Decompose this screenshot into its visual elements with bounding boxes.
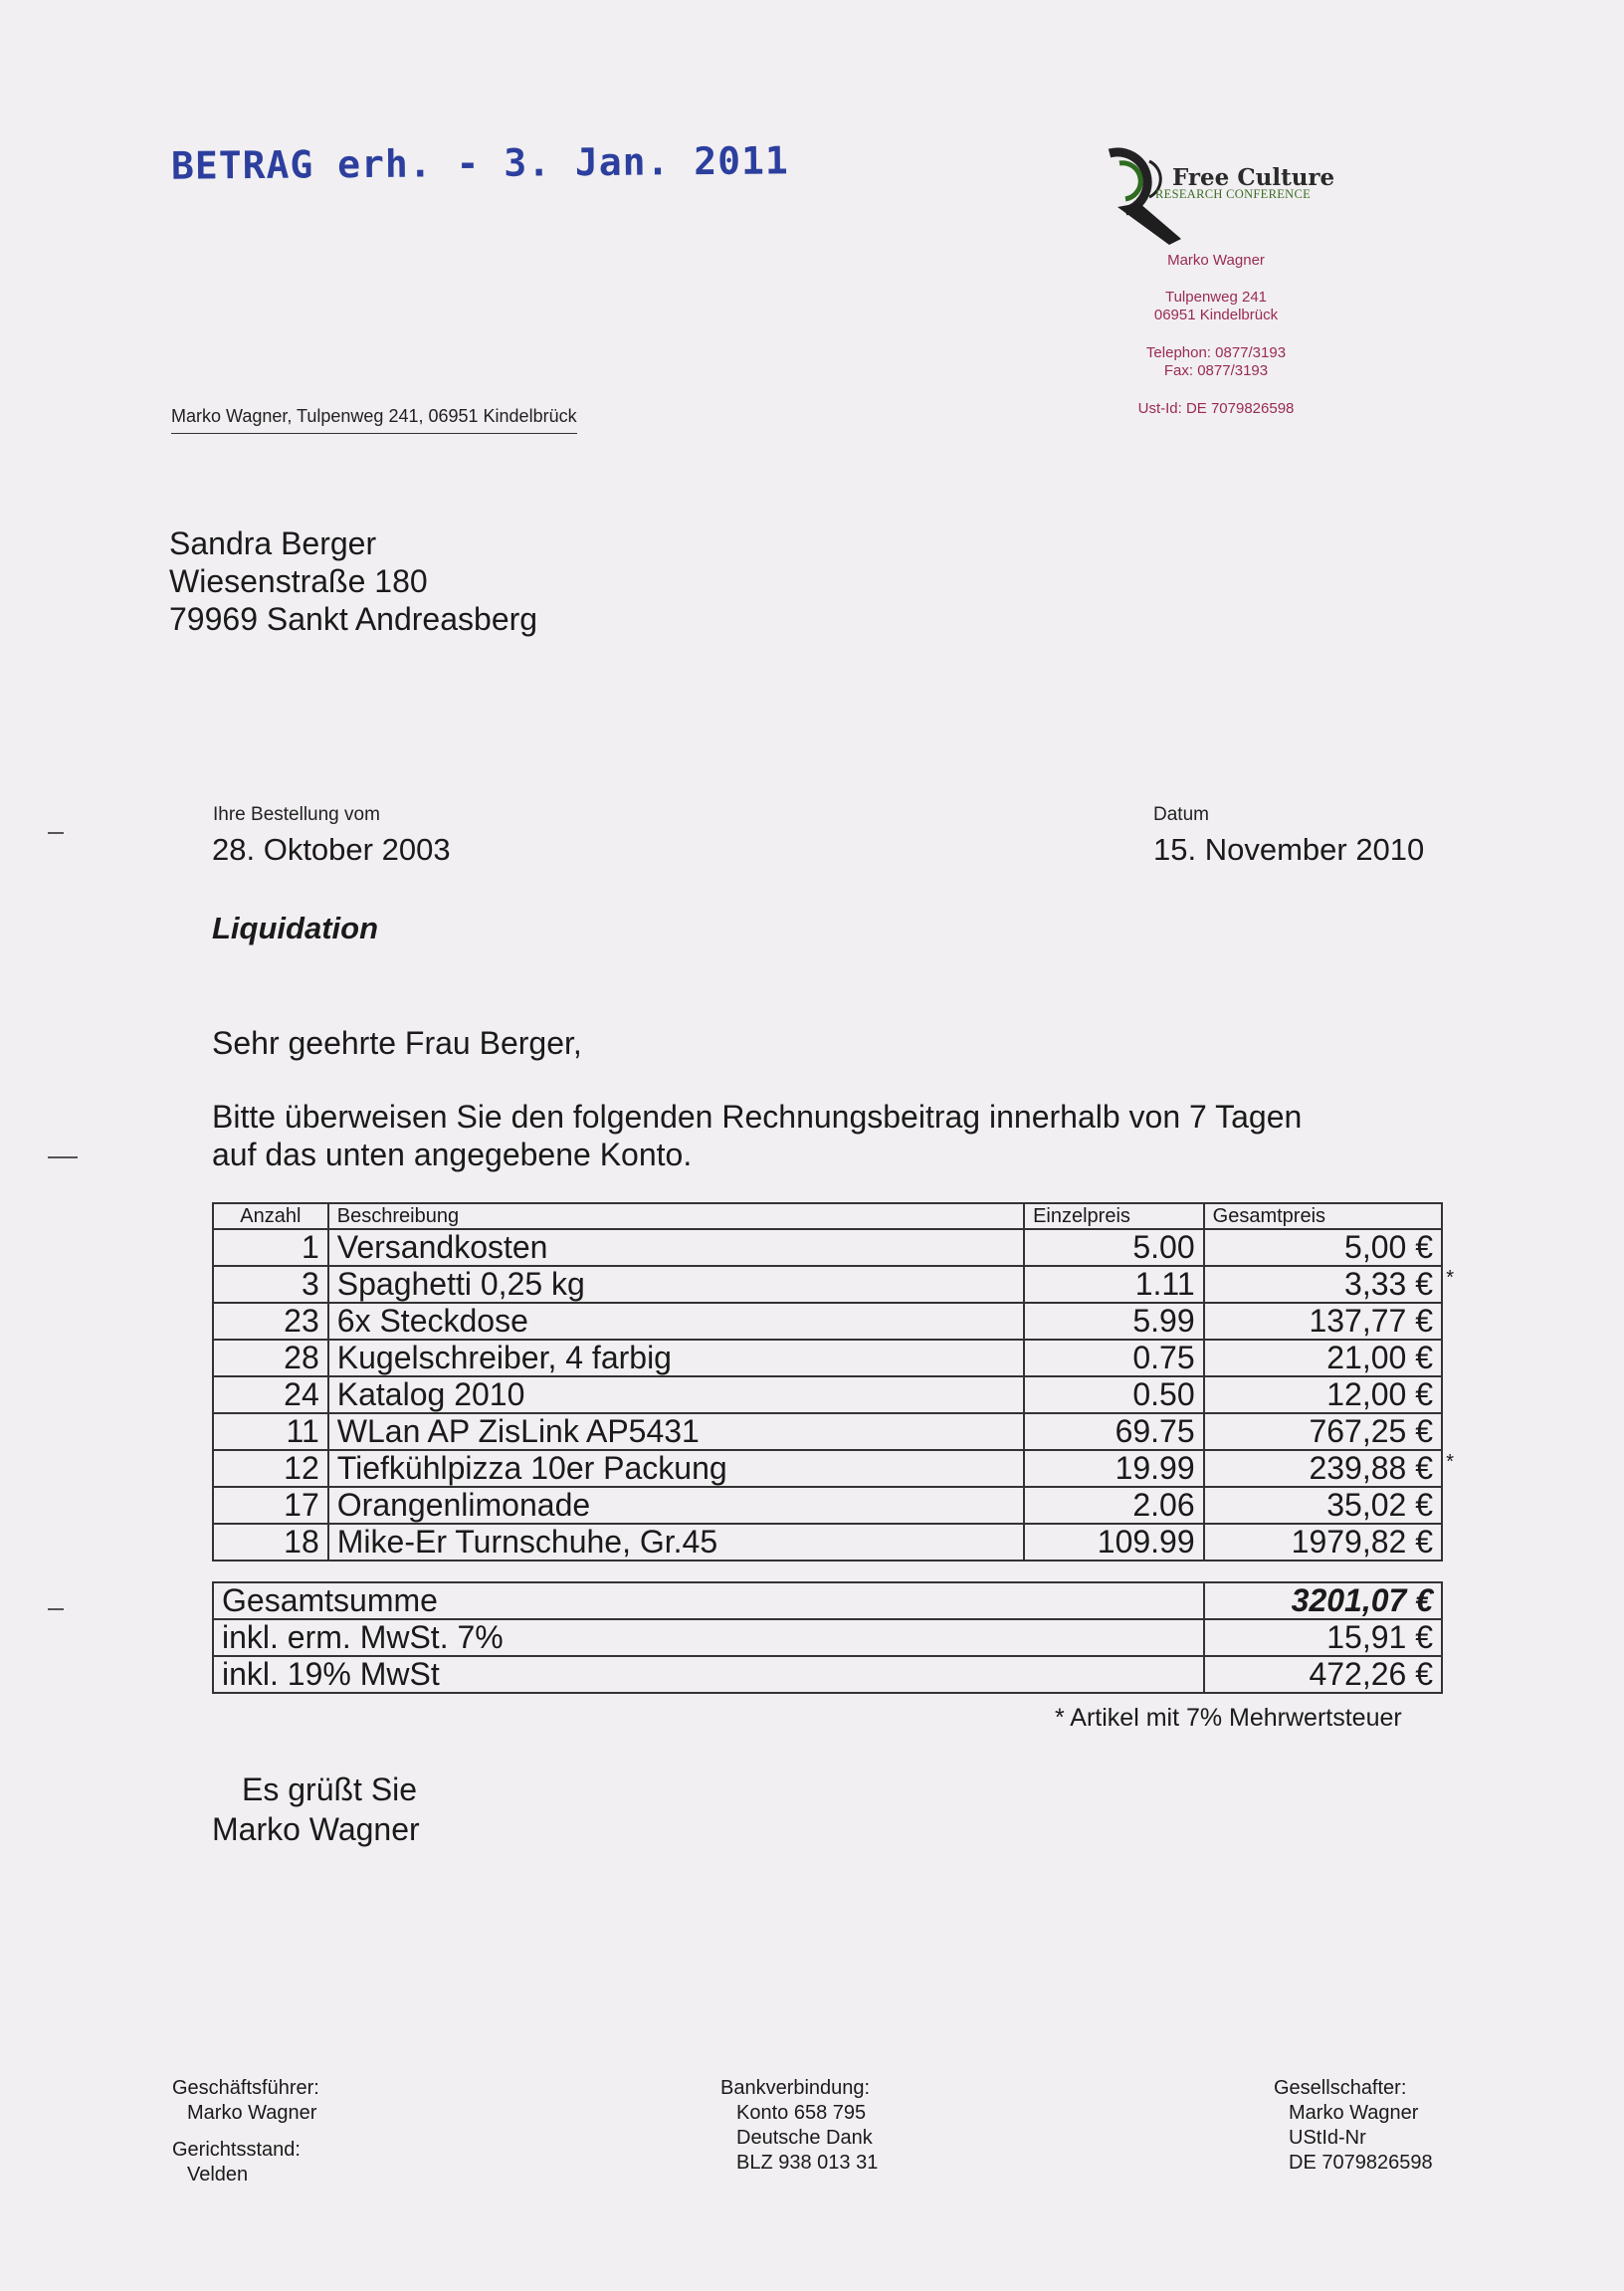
vat-reduced-marker: *: [1446, 1267, 1454, 1289]
item-description: Orangenlimonade: [328, 1487, 1024, 1524]
item-qty: 24: [213, 1376, 328, 1413]
header-unit-price: Einzelpreis: [1024, 1203, 1204, 1229]
order-date: 28. Oktober 2003: [212, 832, 451, 867]
item-total-price: 12,00 €: [1204, 1376, 1442, 1413]
reduced-vat-value: 15,91 €: [1204, 1619, 1442, 1656]
item-description: Mike-Er Turnschuhe, Gr.45: [328, 1524, 1024, 1561]
table-row: [213, 1303, 1442, 1340]
totals-table: [212, 1581, 1443, 1694]
item-unit-price: 109.99: [1024, 1524, 1204, 1561]
sender-name: Marko Wagner: [1167, 252, 1265, 269]
footer-ustid-value: DE 7079826598: [1289, 2152, 1433, 2174]
sender-fax: Fax: 0877/3193: [1163, 362, 1269, 379]
sender-telephone: Telephon: 0877/3193: [1145, 344, 1287, 361]
item-unit-price: 19.99: [1024, 1450, 1204, 1487]
table-row: [213, 1266, 1442, 1303]
item-unit-price: 0.75: [1024, 1340, 1204, 1376]
item-unit-price: 0.50: [1024, 1376, 1204, 1413]
reduced-vat-row: [213, 1619, 1442, 1656]
item-qty: 18: [213, 1524, 328, 1561]
logo-title: Free Culture: [1172, 164, 1335, 191]
item-total-price: 5,00 €: [1204, 1229, 1442, 1266]
items-table: [212, 1202, 1454, 1562]
order-date-label: Ihre Bestellung vom: [213, 804, 380, 825]
item-qty: 11: [213, 1413, 328, 1450]
footer-manager-label: Geschäftsführer:: [172, 2077, 319, 2099]
full-vat-value: 472,26 €: [1204, 1656, 1442, 1693]
item-qty: 12: [213, 1450, 328, 1487]
item-total-price: 35,02 €: [1204, 1487, 1442, 1524]
subject-heading: Liquidation: [212, 911, 379, 945]
header-total-price: Gesamtpreis: [1204, 1203, 1442, 1229]
footer-bank-name: Deutsche Dank: [736, 2127, 873, 2149]
sender-ust-id: Ust-Id: DE 7079826598: [1137, 400, 1295, 417]
item-total-price: 3,33 € *: [1204, 1266, 1442, 1303]
item-unit-price: 1.11: [1024, 1266, 1204, 1303]
recipient-city: 79969 Sankt Andreasberg: [169, 601, 538, 637]
table-row: [213, 1340, 1442, 1376]
full-vat-label: inkl. 19% MwSt: [213, 1656, 1204, 1693]
total-row: [213, 1582, 1442, 1619]
item-description: Kugelschreiber, 4 farbig: [328, 1340, 1024, 1376]
recipient-name: Sandra Berger: [169, 525, 377, 561]
item-qty: 23: [213, 1303, 328, 1340]
footer-partner-name: Marko Wagner: [1289, 2102, 1419, 2124]
fold-mark: [48, 832, 64, 834]
item-description: Spaghetti 0,25 kg: [328, 1266, 1024, 1303]
reduced-vat-label: inkl. erm. MwSt. 7%: [213, 1619, 1204, 1656]
footer-bank-code: BLZ 938 013 31: [736, 2152, 879, 2174]
item-total-price: 137,77 €: [1204, 1303, 1442, 1340]
closing-signature: Marko Wagner: [212, 1811, 420, 1847]
item-total-price: 1979,82 €: [1204, 1524, 1442, 1561]
salutation: Sehr geehrte Frau Berger,: [212, 1025, 582, 1061]
item-unit-price: 69.75: [1024, 1413, 1204, 1450]
item-qty: 1: [213, 1229, 328, 1266]
punch-mark: [48, 1156, 78, 1158]
table-row: [213, 1487, 1442, 1524]
footer-court-label: Gerichtsstand:: [172, 2139, 301, 2161]
header-description: Beschreibung: [328, 1203, 1024, 1229]
recipient-street: Wiesenstraße 180: [169, 563, 428, 599]
body-line-1: Bitte überweisen Sie den folgenden Rechnungsbeitrag innerhalb von 7 Tagen: [212, 1099, 1303, 1135]
sum-label: Gesamtsumme: [213, 1582, 1204, 1619]
logo-subtitle: RESEARCH CONFERENCE: [1155, 187, 1312, 201]
item-total-price: 21,00 €: [1204, 1340, 1442, 1376]
full-vat-row: [213, 1656, 1442, 1693]
item-unit-price: 5.00: [1024, 1229, 1204, 1266]
item-description: Tiefkühlpizza 10er Packung: [328, 1450, 1024, 1487]
table-header-row: [213, 1203, 1442, 1229]
vat-reduced-marker: *: [1446, 1451, 1454, 1473]
item-description: 6x Steckdose: [328, 1303, 1024, 1340]
footer-bank-label: Bankverbindung:: [720, 2077, 871, 2099]
item-description: Versandkosten: [328, 1229, 1024, 1266]
fold-mark: [48, 1608, 64, 1610]
invoice-date-label: Datum: [1153, 804, 1209, 825]
table-row: [213, 1376, 1442, 1413]
item-qty: 28: [213, 1340, 328, 1376]
footer-ustid-label: UStId-Nr: [1289, 2127, 1366, 2149]
closing-greeting: Es grüßt Sie: [242, 1771, 418, 1807]
item-total-price: 767,25 €: [1204, 1413, 1442, 1450]
table-row: [213, 1413, 1442, 1450]
item-qty: 17: [213, 1487, 328, 1524]
footer-bank-account: Konto 658 795: [736, 2102, 867, 2124]
item-unit-price: 5.99: [1024, 1303, 1204, 1340]
table-row: [213, 1229, 1442, 1266]
item-description: Katalog 2010: [328, 1376, 1024, 1413]
item-qty: 3: [213, 1266, 328, 1303]
sender-street: Tulpenweg 241: [1164, 289, 1268, 306]
item-total-price: 239,88 € *: [1204, 1450, 1442, 1487]
body-line-2: auf das unten angegebene Konto.: [212, 1137, 693, 1172]
invoice-date: 15. November 2010: [1153, 832, 1425, 867]
sum-value: 3201,07 €: [1204, 1582, 1442, 1619]
sender-city: 06951 Kindelbrück: [1153, 307, 1279, 323]
table-row: [213, 1524, 1442, 1561]
footer-partner-label: Gesellschafter:: [1274, 2077, 1407, 2099]
item-unit-price: 2.06: [1024, 1487, 1204, 1524]
received-stamp: BETRAG erh. - 3. Jan. 2011: [170, 138, 790, 188]
footer-manager-value: Marko Wagner: [187, 2102, 317, 2124]
table-row: [213, 1450, 1442, 1487]
item-description: WLan AP ZisLink AP5431: [328, 1413, 1024, 1450]
footer-court-value: Velden: [187, 2164, 249, 2186]
footnote: * Artikel mit 7% Mehrwertsteuer: [1055, 1704, 1402, 1732]
header-qty: Anzahl: [213, 1203, 328, 1229]
return-address: Marko Wagner, Tulpenweg 241, 06951 Kindelbrück: [171, 406, 577, 434]
